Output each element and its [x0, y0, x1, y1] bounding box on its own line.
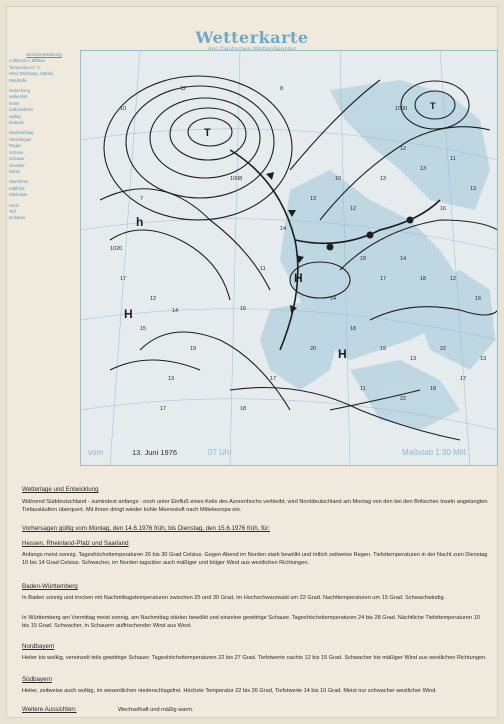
- legend-row: wolkenlos: [9, 94, 28, 100]
- svg-text:11: 11: [360, 386, 366, 392]
- high-center-icon: H: [124, 307, 133, 321]
- svg-text:12: 12: [450, 276, 457, 282]
- svg-text:16: 16: [440, 206, 447, 212]
- high-small-icon: h: [136, 215, 144, 229]
- svg-text:7: 7: [140, 196, 144, 202]
- legend-row: Isobaren: [9, 215, 26, 221]
- svg-text:13: 13: [480, 356, 487, 362]
- legend-row: wolkig: [9, 113, 21, 119]
- svg-text:11: 11: [260, 266, 266, 272]
- map-date: 13. Juni 1976: [132, 448, 178, 457]
- section-body-nordbayern: Heiter bis wolkig, vereinzelt teils gewittrige Schauer. Tageshöchsttemperaturen 22 bis 27 Grad. Tiefstwerte nachts 12 bis 15 Grad. Schwacher bis mäßiger Wind aus westlichen Richtungen.: [22, 655, 487, 661]
- legend-row: Temperatur in °C: [9, 64, 41, 70]
- svg-text:17: 17: [270, 376, 277, 382]
- legend-row: Warmfront: [9, 179, 29, 185]
- weather-map: [80, 50, 498, 466]
- svg-text:17: 17: [120, 276, 127, 282]
- svg-text:17: 17: [160, 406, 167, 412]
- section-heading-hessen: Hessen, Rheinland-Pfalz und Saarland: [22, 540, 129, 547]
- section-heading-situation: Wetterlage und Entwicklung: [22, 486, 99, 493]
- svg-text:22: 22: [400, 396, 407, 402]
- svg-text:18: 18: [360, 256, 367, 262]
- svg-text:19: 19: [190, 346, 197, 352]
- legend-row: Windstille: [9, 77, 27, 83]
- section-body-outlook: Wechselhaft und mäßig warm.: [118, 707, 194, 713]
- svg-text:18: 18: [240, 406, 247, 412]
- low-center-icon: T: [204, 127, 211, 139]
- svg-text:1020: 1020: [110, 246, 123, 252]
- section-body-hessen: Anfangs meist sonnig. Tageshöchsttemperaturen 26 bis 30 Grad Celsius. Gegen Abend im Norden stark bewölkt und örtlich zeitweise Regen. Tiefsttemperaturen in der Nacht zum Dienstag 10 bis 14 Grad Celsius. Schwacher, im Norden tagsüber auch mäßiger und böiger Wind aus westlichen Richtungen.: [22, 552, 488, 567]
- map-scale: Maßstab 1:30 Mill.: [402, 448, 468, 457]
- legend-row: Tief: [9, 208, 16, 214]
- svg-text:8: 8: [280, 86, 284, 92]
- svg-text:18: 18: [350, 326, 357, 332]
- section-body-bw-wuerttemberg: In Württemberg am Vormittag meist sonnig, am Nachmittag stärker bewölkt und einzelne gewittrige Schauer. Tageshöchsttemperaturen 24 bis 28 Grad. Nächtliche Tiefsttemperaturen 10 bis 15 Grad. Schwacher, in Schauern auffrischender Wind aus West.: [22, 615, 480, 630]
- section-heading-bw: Baden-Württemberg: [22, 583, 78, 590]
- svg-text:12: 12: [400, 146, 407, 152]
- section-heading-nordbayern: Nordbayern: [22, 643, 55, 650]
- svg-text:14: 14: [400, 256, 407, 262]
- high-center-icon: H: [294, 271, 303, 285]
- legend-panel: [9, 52, 79, 472]
- svg-text:16: 16: [240, 306, 247, 312]
- svg-text:18: 18: [430, 386, 437, 392]
- section-body-bw-baden: In Baden sonnig und trocken mit Nachmittagstemperaturen zwischen 25 und 30 Grad, im Hochschwarzwald um 22 Grad. Nachttemperaturen um 15 Grad. Schwachwindig.: [22, 595, 446, 601]
- legend-rows: [9, 58, 79, 221]
- legend-row: halb bedeckt: [9, 107, 33, 113]
- legend-row: Gewitter: [9, 162, 25, 168]
- legend-row: Niederschlag: [9, 130, 34, 136]
- svg-text:19: 19: [380, 346, 387, 352]
- legend-row: heiter: [9, 100, 20, 106]
- section-body-suedbayern: Heiter, zeitweise auch wolkig, im wesentlichen niederschlagsfrei. Höchste Temperatur 22 bis 26 Grad, Tiefstwerte 14 bis 10 Grad. Meist nur schwacher westlicher Wind.: [22, 688, 437, 694]
- svg-text:13: 13: [168, 376, 175, 382]
- svg-text:13: 13: [310, 196, 317, 202]
- svg-text:12: 12: [180, 86, 187, 92]
- legend-row: Schauer: [9, 156, 25, 162]
- svg-text:12: 12: [350, 206, 357, 212]
- high-center-icon: H: [338, 347, 347, 361]
- svg-text:13: 13: [470, 186, 477, 192]
- svg-text:13: 13: [410, 356, 417, 362]
- legend-row: Schnee: [9, 149, 24, 155]
- map-prefix: vom: [88, 448, 104, 457]
- legend-heading: Zeichenerklärung: [26, 52, 62, 57]
- legend-row: Okklusion: [9, 192, 28, 198]
- validity-line: Vorhersagen gültig vom Montag, den 14.6.1976 früh, bis Dienstag, den 15.6.1976 früh, für:: [22, 525, 271, 532]
- svg-text:14: 14: [330, 296, 337, 302]
- svg-text:18: 18: [420, 276, 427, 282]
- legend-row: Regen: [9, 143, 22, 149]
- legend-row: Nebel: [9, 168, 20, 174]
- legend-row: Kaltfront: [9, 185, 25, 191]
- svg-text:10: 10: [335, 176, 342, 182]
- svg-text:11: 11: [450, 156, 456, 162]
- svg-text:22: 22: [440, 346, 447, 352]
- svg-text:15: 15: [140, 326, 147, 332]
- svg-text:14: 14: [172, 308, 179, 314]
- legend-row: Luftdruck in Millibar: [9, 58, 46, 64]
- svg-text:17: 17: [380, 276, 387, 282]
- svg-text:12: 12: [150, 296, 157, 302]
- svg-text:1008: 1008: [230, 176, 243, 182]
- legend-row: Nieselregen: [9, 136, 32, 142]
- section-heading-suedbayern: Südbayern: [22, 676, 52, 683]
- svg-text:14: 14: [280, 226, 287, 232]
- map-time: 07 Uhr: [208, 448, 233, 457]
- low-center-icon: T: [430, 101, 436, 111]
- svg-text:1000: 1000: [395, 106, 408, 112]
- map-title: Wetterkarte: [195, 28, 309, 47]
- svg-text:13: 13: [420, 166, 427, 172]
- legend-row: Bedeckung: [9, 88, 30, 94]
- svg-text:17: 17: [460, 376, 467, 382]
- svg-text:20: 20: [310, 346, 317, 352]
- weather-map-svg: [80, 50, 498, 466]
- legend-row: bedeckt: [9, 120, 24, 126]
- svg-text:16: 16: [475, 296, 482, 302]
- section-heading-outlook: Weitere Aussichten:: [22, 706, 77, 713]
- legend-row: Hoch: [9, 202, 19, 208]
- legend-row: Wind (Richtung, Stärke): [9, 71, 54, 77]
- section-body-situation: Während Süddeutschland - zumindest anfangs - noch unter Einfluß eines Keils des Azorenhochs verbleibt, wird Norddeutschland am Montag von den bei den Britischen Inseln angelangten Tiefausläufern überquert. Mit ihnen dringt wieder kühle Meeresluft nach Mitteleuropa ein.: [22, 499, 488, 514]
- svg-text:13: 13: [380, 176, 387, 182]
- svg-text:10: 10: [120, 106, 127, 112]
